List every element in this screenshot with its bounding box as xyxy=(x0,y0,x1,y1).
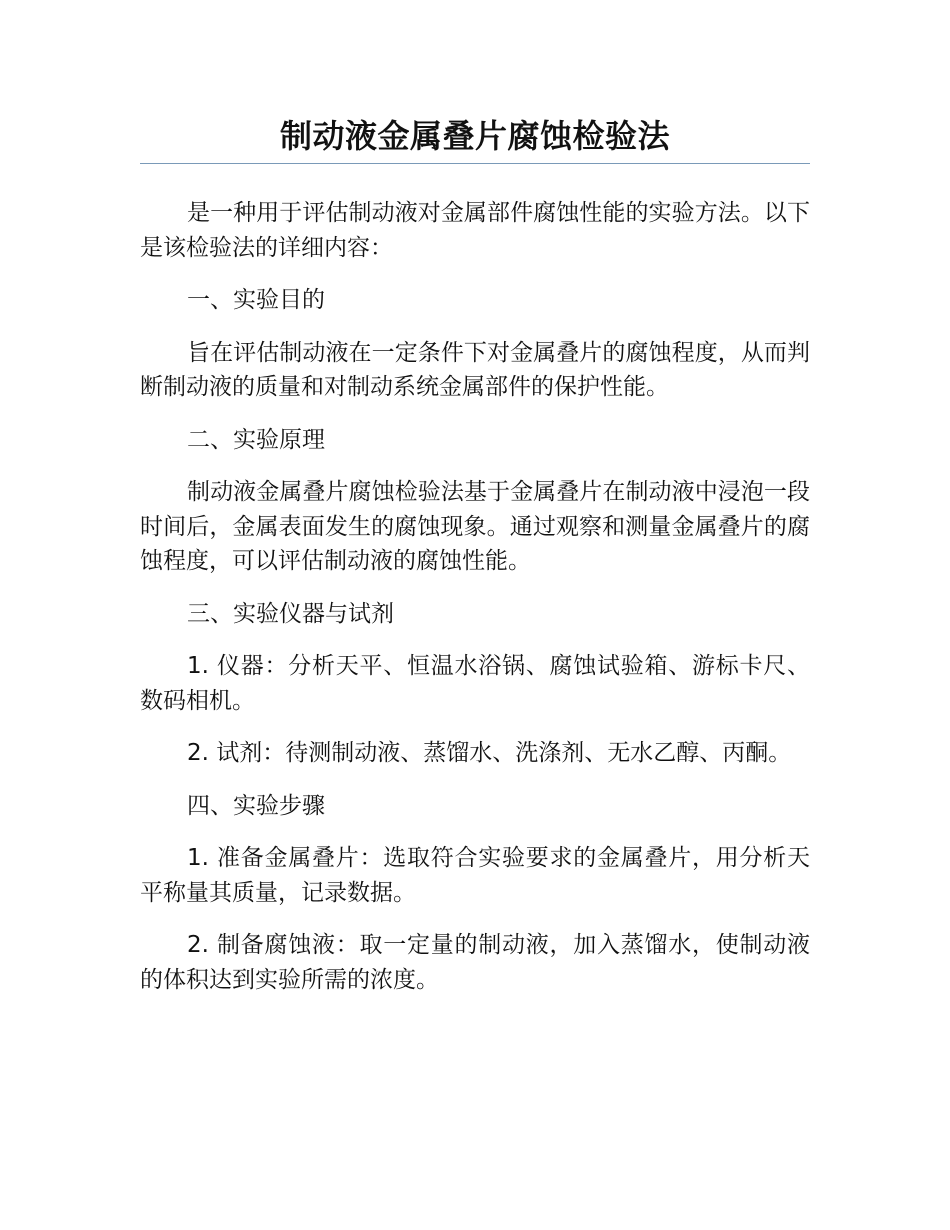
document-page xyxy=(140,112,810,1015)
section-heading-principle: 二、实验原理 xyxy=(187,426,325,453)
step-item: 2. 制备腐蚀液：取一定量的制动液，加入蒸馏水，使制动液的体积达到实验所需的浓度。 xyxy=(140,932,810,993)
principle-paragraph: 制动液金属叠片腐蚀检验法基于金属叠片在制动液中浸泡一段时间后，金属表面发生的腐蚀现象。通过观察和测量金属叠片的腐蚀程度，可以评估制动液的腐蚀性能。 xyxy=(140,479,810,574)
purpose-paragraph: 旨在评估制动液在一定条件下对金属叠片的腐蚀程度，从而判断制动液的质量和对制动系统金属部件的保护性能。 xyxy=(140,339,810,400)
section-heading-instruments: 三、实验仪器与试剂 xyxy=(187,600,394,627)
document-body xyxy=(140,196,810,997)
section-heading-steps: 四、实验步骤 xyxy=(187,792,325,819)
document-title: 制动液金属叠片腐蚀检验法 xyxy=(279,117,670,155)
intro-paragraph: 是一种用于评估制动液对金属部件腐蚀性能的实验方法。以下是该检验法的详细内容： xyxy=(140,200,810,261)
reagents-item: 2. 试剂：待测制动液、蒸馏水、洗涤剂、无水乙醇、丙酮。 xyxy=(187,740,792,766)
title-divider xyxy=(140,163,810,164)
step-item: 1. 准备金属叠片：选取符合实验要求的金属叠片，用分析天平称量其质量，记录数据。 xyxy=(140,845,810,906)
instruments-item: 1. 仪器：分析天平、恒温水浴锅、腐蚀试验箱、游标卡尺、数码相机。 xyxy=(140,653,810,714)
section-heading-purpose: 一、实验目的 xyxy=(187,287,325,313)
